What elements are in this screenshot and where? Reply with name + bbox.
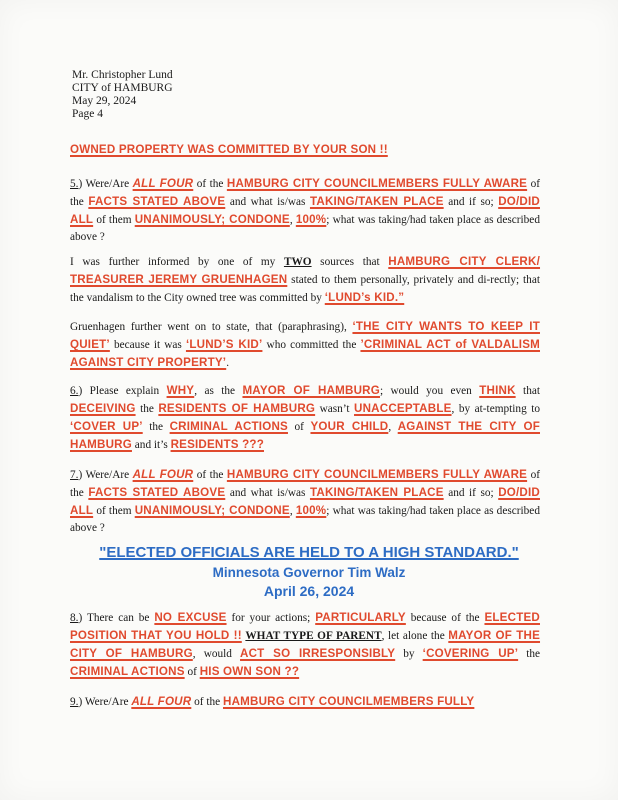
recipient-name: Mr. Christopher Lund: [72, 69, 173, 81]
quote-date: April 26, 2024: [263, 583, 355, 599]
paragraph-5: 5.) Were/Are ALL FOUR of the HAMBURG CITY COUNCILMEMBERS FULLY AWARE of the FACTS STATED ABOVE and what is/was TAKING/TAKEN PLACE and if so; DO/DID ALL of them UNANIMOUSLY; CONDONE, 100%; what was taking/had taken place as described above ?: [70, 177, 540, 243]
letter-header: [72, 69, 173, 121]
quote-attribution: Minnesota Governor Tim Walz: [212, 565, 406, 580]
paragraph-informed: I was further informed by one of my TWO sources that HAMBURG CITY CLERK/ TREASURER JEREMY GRUENHAGEN stated to them personally, privately and di-rectly; that the vandalism to the City owned tree was committed by ‘LUND’s KID.”: [70, 255, 541, 304]
continuation-line: OWNED PROPERTY WAS COMMITTED BY YOUR SON !!: [70, 143, 388, 156]
recipient-org: CITY of HAMBURG: [72, 82, 173, 94]
paragraph-8: 8.) There can be NO EXCUSE for your actions; PARTICULARLY because of the ELECTED POSITION THAT YOU HOLD !! WHAT TYPE OF PARENT, let alone the MAYOR OF THE CITY OF HAMBURG, would ACT SO IRRESPONSIBLY by ‘COVERING UP’ the CRIMINAL ACTIONS of HIS OWN SON ??: [70, 611, 541, 678]
paragraph-9: 9.) Were/Are ALL FOUR of the HAMBURG CITY COUNCILMEMBERS FULLY: [70, 695, 475, 708]
quote-text: "ELECTED OFFICIALS ARE HELD TO A HIGH STANDARD.": [99, 544, 519, 561]
paragraph-gruenhagen: Gruenhagen further went on to state, that (paraphrasing), ‘THE CITY WANTS TO KEEP IT QUIET’ because it was ‘LUND’S KID’ who committed the ’CRIMINAL ACT of VALDALISM AGAINST CITY PROPERTY’.: [70, 320, 540, 369]
paragraph-6: 6.) Please explain WHY, as the MAYOR OF HAMBURG; would you even THINK that DECEIVING the RESIDENTS OF HAMBURG wasn’t UNACCEPTABLE, by at-tempting to ‘COVER UP’ the CRIMINAL ACTIONS of YOUR CHILD, AGAINST THE CITY OF HAMBURG and it’s RESIDENTS ???: [70, 384, 540, 451]
page-number: Page 4: [72, 108, 103, 120]
paragraph-7: 7.) Were/Are ALL FOUR of the HAMBURG CITY COUNCILMEMBERS FULLY AWARE of the FACTS STATED ABOVE and what is/was TAKING/TAKEN PLACE and if so; DO/DID ALL of them UNANIMOUSLY; CONDONE, 100%; what was taking/had taken place as described above ?: [70, 468, 540, 534]
letter-date: May 29, 2024: [72, 95, 137, 107]
